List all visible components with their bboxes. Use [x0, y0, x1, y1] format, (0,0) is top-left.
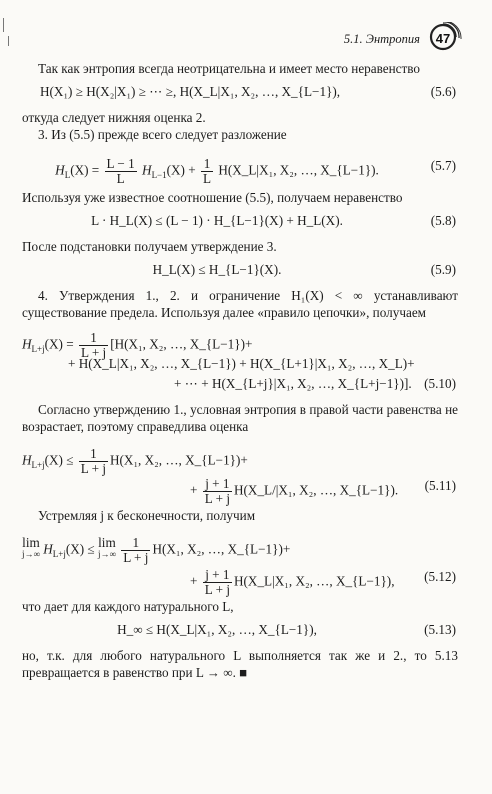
- fraction: $\frac{j + 1}{L + j}$: [204, 476, 230, 506]
- equation-line-2: + H(X_L|X₁, X₂, …, X_{L−1}) + H(X_{L+1}|X₁, X₂, …, X_L)+: [68, 356, 415, 371]
- paragraph-8: Устремляя j к бесконечности, получим: [38, 508, 256, 523]
- equation-body: L · H_L(X) ≤ (L − 1) · H_{L−1}(X) + H_L(X).: [91, 213, 343, 228]
- page-content: [22, 60, 458, 681]
- scan-mark: [8, 36, 9, 46]
- page-number-badge: [428, 22, 462, 56]
- equation-line-1: $H_{L+j}(X)$ ≤ $\frac{1}{L + j}$ H(X₁, X₂, …, X_{L−1})+: [22, 446, 248, 476]
- equation-number: (5.9): [430, 262, 456, 277]
- equation-line-3: + ⋯ + H(X_{L+j}|X₁, X₂, …, X_{L+j−1})].: [174, 376, 412, 391]
- equation-line-2: + $\frac{j + 1}{L + j}$ H(X_L/|X₁, X₂, …, X_{L−1}).: [190, 476, 399, 506]
- equation-number: (5.7): [430, 158, 456, 173]
- fraction: $\frac{1}{L + j}$: [123, 535, 149, 565]
- equation-number: (5.12): [424, 569, 456, 584]
- equation-5-9: [22, 261, 458, 281]
- equation-body: H_L(X) ≤ H_{L−1}(X).: [152, 262, 282, 277]
- fraction: $\frac{L - 1}{L}$: [106, 156, 135, 186]
- paragraph-3: 3. Из (5.5) прежде всего следует разложение: [38, 127, 287, 142]
- paragraph-7: Согласно утверждению 1., условная энтропия в правой части равенства не возрастает, поэтому справедлива оценка: [22, 402, 458, 434]
- equation-5-7: [22, 149, 458, 186]
- limit-operator: lim j→∞: [97, 535, 116, 559]
- paragraph-1: Так как энтропия всегда неотрицательна и имеет место неравенство: [38, 61, 421, 76]
- fraction: $\frac{1}{L + j}$: [80, 446, 107, 476]
- equation-number: (5.10): [424, 376, 456, 391]
- equation-body: $H_L(X)$ = $\frac{L - 1}{L}$ $H_{L-1}(X)$ + $\frac{1}{L}$ H(X_L|X₁, X₂, …, X_{L−1}).: [55, 156, 379, 186]
- paragraph-9: что дает для каждого натурального L,: [22, 599, 234, 614]
- equation-number: (5.6): [430, 84, 456, 99]
- equation-number: (5.11): [424, 478, 456, 493]
- paragraph-6: 4. Утверждения 1., 2. и ограничение H₁(X) < ∞ устанавливают существование предела. Используя далее «правило цепочки», получаем: [22, 288, 458, 320]
- equation-number: (5.13): [424, 622, 456, 637]
- page-header: [344, 22, 462, 56]
- equation-5-11: [22, 441, 458, 506]
- paragraph-10: но, т.к. для любого натурального L выполняется так же и 2., то 5.13 превращается в равенство при L → ∞. ■: [22, 648, 458, 680]
- equation-5-10: [22, 325, 458, 395]
- equation-5-13: [22, 621, 458, 641]
- equation-5-6: [22, 83, 458, 103]
- fraction: $\frac{j + 1}{L + j}$: [204, 567, 230, 597]
- paragraph-4: Используя уже известное соотношение (5.5), получаем неравенство: [22, 190, 403, 205]
- equation-5-8: [22, 212, 458, 232]
- fraction: $\frac{1}{L}$: [202, 156, 212, 186]
- equation-line-1: lim j→∞ $H_{L+j}(X) \le \lim$ j→∞ $\frac{1}{L + j}$ H(X₁, X₂, …, X_{L−1})+: [22, 535, 291, 565]
- paragraph-2: откуда следует нижняя оценка 2.: [22, 110, 206, 125]
- running-title: 5.1. Энтропия: [343, 31, 420, 46]
- fraction: $\frac{1}{L + j}$: [80, 330, 107, 360]
- equation-line-2: + $\frac{j + 1}{L + j}$ H(X_L|X₁, X₂, …, X_{L−1}),: [190, 567, 395, 597]
- scan-mark: [3, 18, 4, 32]
- limit-operator: lim j→∞: [22, 535, 40, 559]
- equation-body: H(X₁) ≥ H(X₂|X₁) ≥ ⋯ ≥, H(X_L|X₁, X₂, …, X_{L−1}),: [40, 84, 341, 99]
- page-number: 47: [435, 31, 451, 46]
- paragraph-5: После подстановки получаем утверждение 3.: [22, 239, 277, 254]
- equation-body: H_∞ ≤ H(X_L|X₁, X₂, …, X_{L−1}),: [117, 622, 317, 637]
- equation-line-1: $H_{L+j}(X)$ = $\frac{1}{L + j}$ [H(X₁, X₂, …, X_{L−1})+: [22, 330, 253, 360]
- equation-number: (5.8): [430, 213, 456, 228]
- equation-5-12: [22, 530, 458, 597]
